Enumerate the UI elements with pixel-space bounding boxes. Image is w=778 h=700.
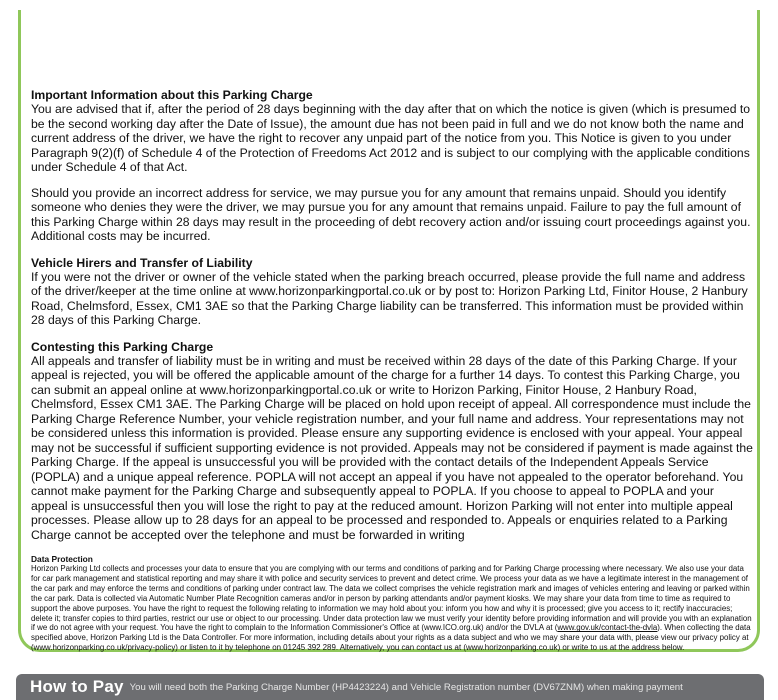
data-protection-section (31, 554, 753, 653)
paragraph: You are advised that if, after the period of 28 days beginning with the day after that on which the notice is given (which is presumed to be the second working day after the Date of Issue), the amount due has not been paid in full and we do not know both the name and current address of the driver, we have the right to recover any unpaid part of the notice from you. This Notice is given to you under Paragraph 9(2)(f) of Schedule 4 of the Protection of Freedoms Act 2012 and is subject to our complying with the applicable conditions under Schedule 4 of that Act. (31, 102, 751, 174)
how-to-pay-title: How to Pay (30, 677, 124, 696)
dp-text: Horizon Parking Ltd collects and processes your data to ensure that you are complying with our terms and conditions of parking and for Parking Charge processing where necessary. We also use your data for car park management and statistical reporting and may share it with police and security services to prevent and detect crime. We process your data as we have a legitimate interest in the management of the car park and may enforce the terms and conditions of parking under contract law. The data we collect comprises the vehicle registration mark and images of vehicles entering and leaving or parked within the car park. Data is collected via Automatic Number Plate Recognition cameras and/or in person by parking attendants and/or payment kiosks. We may share your data from time to time as required to support the above purposes. You have the right to request the following relating to information we may hold about you: inform you how and why it is processed; give you access to it; rectify inaccuracies; delete it; transfer copies to third parties, restrict our use or object to our processing. Under data protection law we must verify your identity before providing information and will provide you with an explanation if we do not agree with your request. You have the right to complain to the Information Commissioner's Office at (www.ICO.org.uk) and/or the DVLA at ( (31, 564, 752, 633)
paragraph: If you were not the driver or owner of the vehicle stated when the parking breach occurred, please provide the full name and address of the driver/keeper at the time online at www.horizonparkingportal.co.uk or by post to: Horizon Parking Ltd, Finitor House, 2 Hanbury Road, Chelmsford, Essex, CM1 3AE so that the Parking Charge liability can be transferred. This information must be provided within 28 days of this Parking Charge. (31, 269, 748, 327)
section-title: Vehicle Hirers and Transfer of Liability (31, 255, 253, 270)
transfer-of-liability-section (31, 256, 753, 328)
notice-content (31, 88, 753, 653)
dvla-link[interactable]: www.gov.uk/contact-the-dvla (557, 623, 658, 633)
data-protection-body (31, 564, 753, 653)
dp-text: ). When collecting the data specified above, Horizon Parking Ltd is the Data Controller. For more information, including details about your rights as a data subject and who we may share your data with, please view our privacy policy at (www.horizonparking.co.uk/privacy-policy) or listen to it by telephone on 01245 392 289. Alternatively, you can contact us at (www.horizonparking.co.uk) or write to us at the address below. (31, 623, 751, 653)
important-information-section (31, 88, 753, 244)
paragraph: Should you provide an incorrect address for service, we may pursue you for any amount that remains unpaid. Should you identify someone who denies they were the driver, we may pursue you for any amount that remains unpaid. Failure to pay the full amount of this Parking Charge within 28 days may result in the proceeding of debt recovery action and/or issuing court proceedings against you. Additional costs may be incurred. (31, 185, 751, 243)
how-to-pay-bar (16, 674, 764, 700)
data-protection-title: Data Protection (31, 554, 93, 564)
contesting-section (31, 340, 753, 543)
how-to-pay-note: You will need both the Parking Charge Number (HP4423224) and Vehicle Registration number (DV67ZNM) when making payment (129, 681, 683, 693)
section-title: Important Information about this Parking Charge (31, 88, 313, 102)
paragraph: All appeals and transfer of liability must be in writing and must be received within 28 days of the date of this Parking Charge. If your appeal is rejected, you will be offered the applicable amount of the charge for a further 14 days. To contest this Parking Charge, you can submit an appeal online at www.horizonparkingportal.co.uk or write to Horizon Parking, Finitor House, 2 Hanbury Road, Chelmsford, Essex CM1 3AE. The Parking Charge will be placed on hold upon receipt of appeal. All correspondence must include the Parking Charge Reference Number, your vehicle registration number, and your full name and address. Your representations may not be considered unless this information is provided. Please ensure any supporting evidence is enclosed with your appeal. Your appeal may not be successful if sufficient supporting evidence is not provided. Appeals may not be considered if payment is made against the Parking Charge. If the appeal is unsuccessful you will be provided with the contact details of the Independent Appeals Service (POPLA) and a unique appeal reference. POPLA will not accept an appeal if you have not appealed to the operator beforehand. You cannot make payment for the Parking Charge and subsequently appeal to POPLA. If you choose to appeal to POPLA and your appeal is unsuccessful then you will lose the right to pay at the reduced amount. Horizon Parking will not enter into multiple appeal processes. Please allow up to 28 days for an appeal to be processed and responded to. Appeals or enquiries related to a Parking Charge cannot be accepted over the telephone and must be forwarded in writing (31, 353, 753, 542)
section-title: Contesting this Parking Charge (31, 339, 214, 354)
